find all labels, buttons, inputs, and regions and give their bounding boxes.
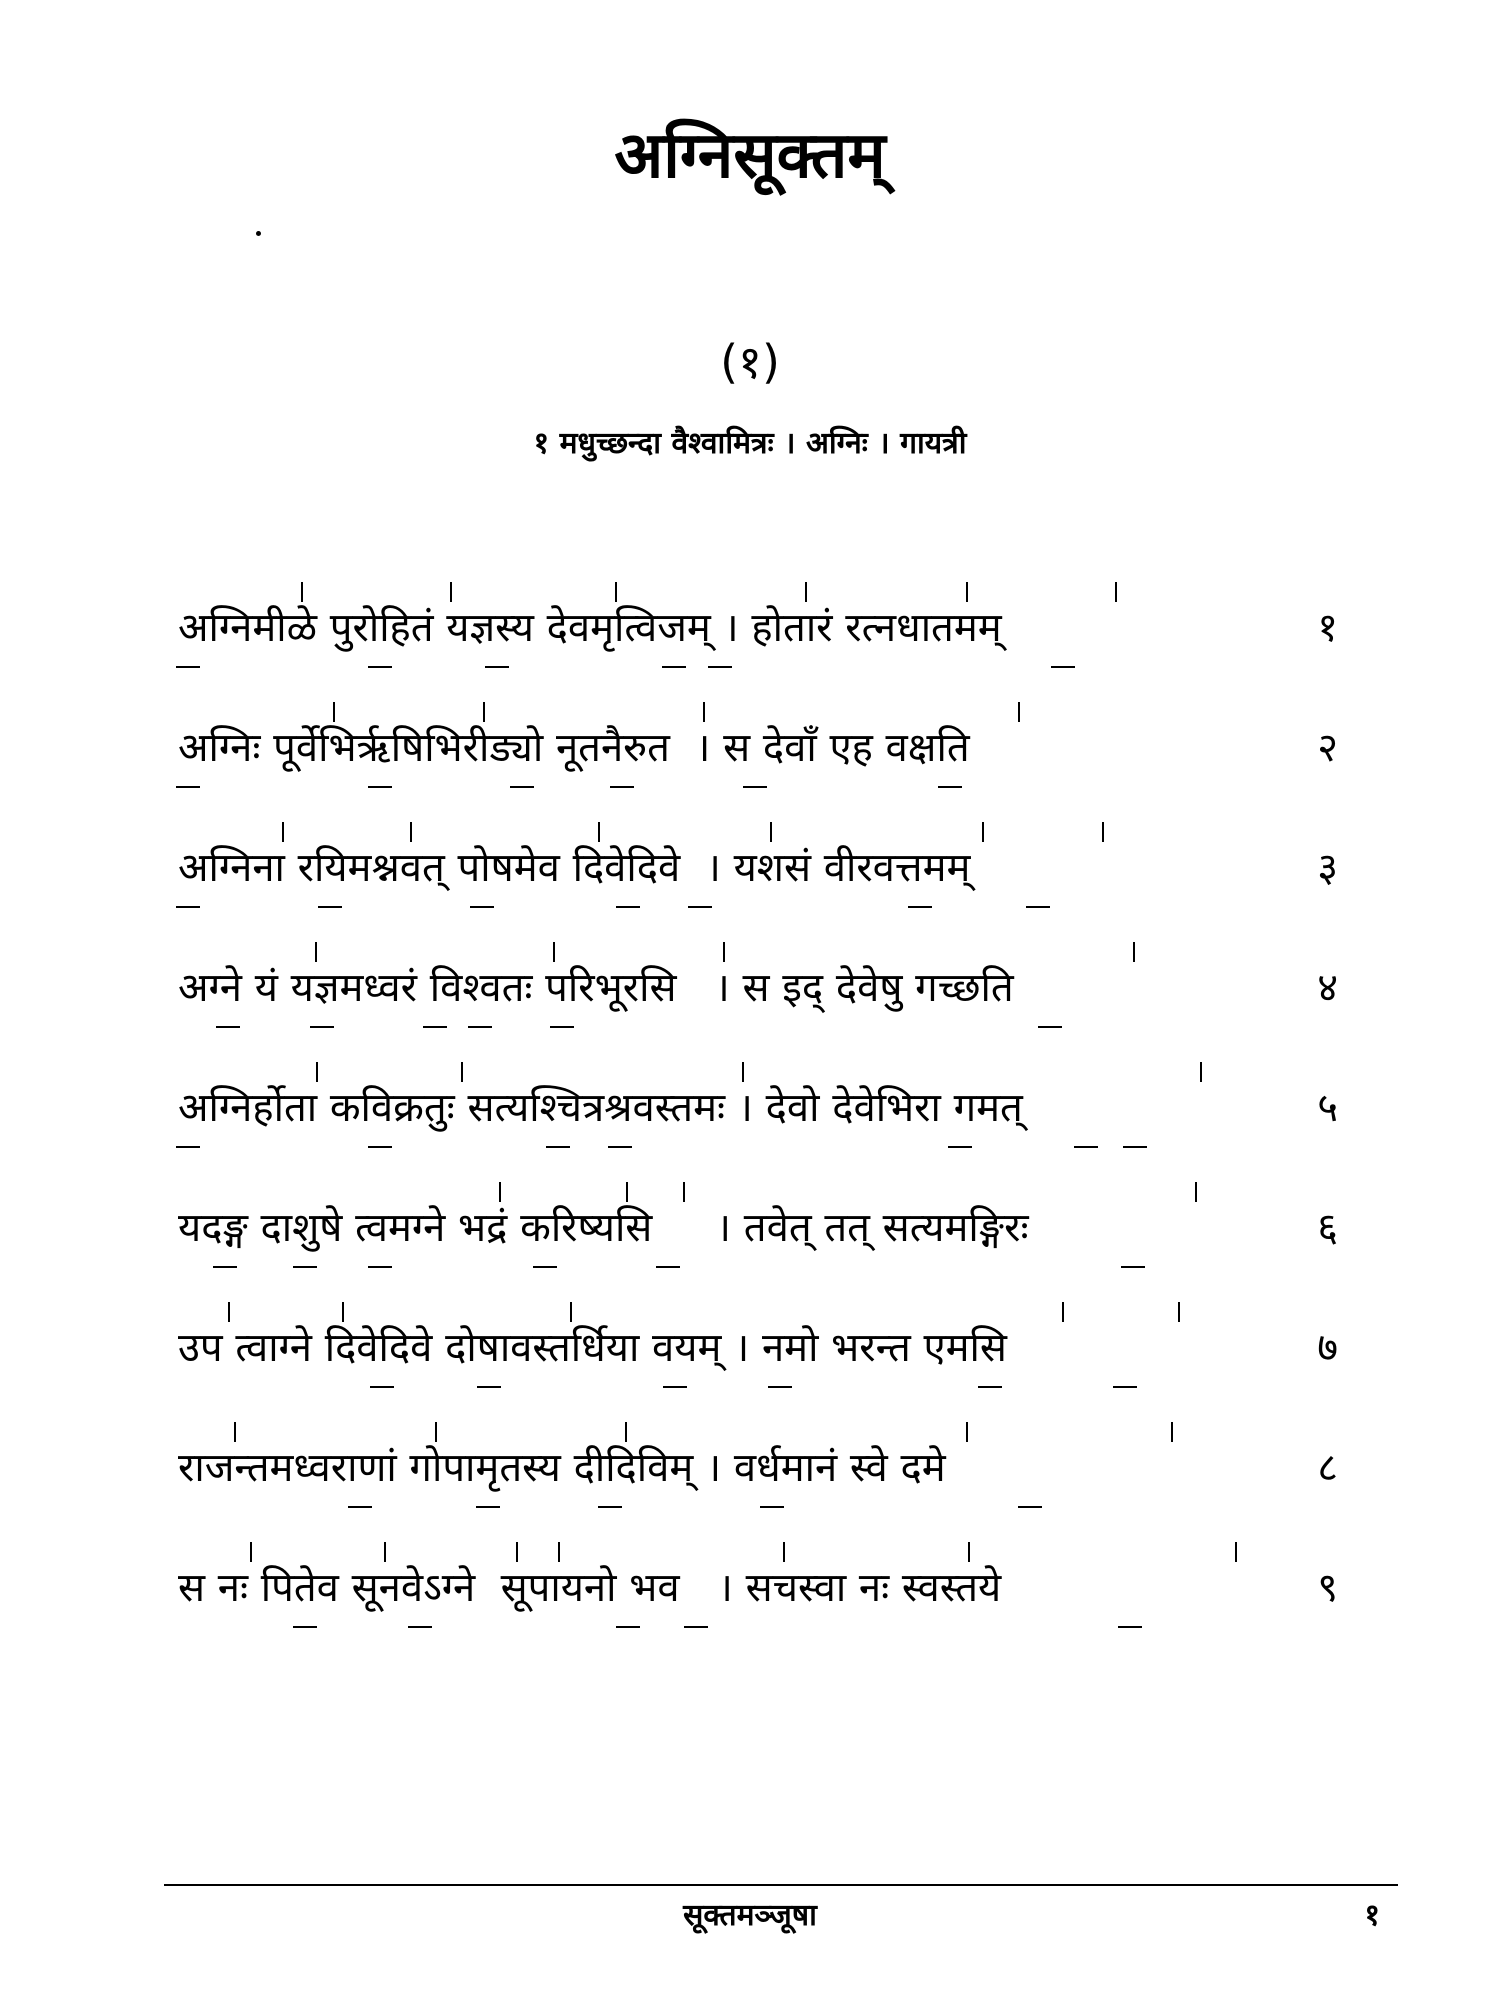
- verse-number: ३: [1317, 845, 1338, 891]
- verse-text: स नः पितेव सूनवेऽग्ने सूपायनो भव । सचस्वा नः स्वस्तये: [178, 1565, 1002, 1611]
- verse-number: ७: [1317, 1325, 1338, 1371]
- verse-5: [178, 1040, 1338, 1160]
- verse-2: [178, 680, 1338, 800]
- verse-3: [178, 800, 1338, 920]
- page-number: १: [1364, 1898, 1380, 1933]
- verse-number: १: [1317, 605, 1338, 651]
- footer-title: सूक्तमञ्जूषा: [683, 1898, 817, 1933]
- verse-text: अग्निना रयिमश्नवत् पोषमेव दिवेदिवे । यशसं वीरवत्तमम्: [178, 845, 971, 891]
- page-title: अग्निसूक्तम्: [614, 119, 886, 193]
- sukta-number: (१): [720, 335, 780, 389]
- verse-list: [178, 560, 1338, 1640]
- verse-7: [178, 1280, 1338, 1400]
- verse-number: ६: [1317, 1205, 1338, 1251]
- verse-9: [178, 1520, 1338, 1640]
- verse-1: [178, 560, 1338, 680]
- footer-rule: [164, 1884, 1398, 1886]
- meta-separator: ।: [878, 426, 890, 461]
- verse-number: ५: [1317, 1085, 1338, 1131]
- verse-number: ४: [1317, 965, 1338, 1011]
- verse-8: [178, 1400, 1338, 1520]
- verse-text: अग्ने यं यज्ञमध्वरं विश्वतः परिभूरसि । स इद् देवेषु गच्छति: [178, 965, 1014, 1011]
- verse-text: राजन्तमध्वराणां गोपामृतस्य दीदिविम् । वर्धमानं स्वे दमे: [178, 1445, 946, 1491]
- verse-number: २: [1317, 725, 1338, 771]
- sukta-metadata: [0, 424, 1500, 463]
- verse-text: अग्निर्होता कविक्रतुः सत्यश्चित्रश्रवस्तमः । देवो देवेभिरा गमत्: [178, 1085, 1023, 1131]
- meta-separator: ।: [784, 426, 796, 461]
- devata-label: अग्निः: [805, 426, 868, 461]
- verse-text: यदङ्ग दाशुषे त्वमग्ने भद्रं करिष्यसि । तवेत् तत् सत्यमङ्गिरः: [178, 1205, 1029, 1251]
- verse-4: [178, 920, 1338, 1040]
- verse-6: [178, 1160, 1338, 1280]
- verse-text: अग्निमीळे पुरोहितं यज्ञस्य देवमृत्विजम् । होतारं रत्नधातमम्: [178, 605, 1002, 651]
- verse-number: ८: [1317, 1445, 1338, 1491]
- stray-dot: [256, 231, 261, 236]
- verse-text: उप त्वाग्ने दिवेदिवे दोषावस्तर्धिया वयम् । नमो भरन्त एमसि: [178, 1325, 1007, 1371]
- verse-number: ९: [1317, 1565, 1338, 1611]
- rishi-label: १ मधुच्छन्दा वैश्वामित्रः: [533, 426, 774, 461]
- verse-text: अग्निः पूर्वेभिरृषिभिरीड्यो नूतनैरुत । स देवाँ एह वक्षति: [178, 725, 970, 771]
- chandas-label: गायत्री: [900, 426, 967, 461]
